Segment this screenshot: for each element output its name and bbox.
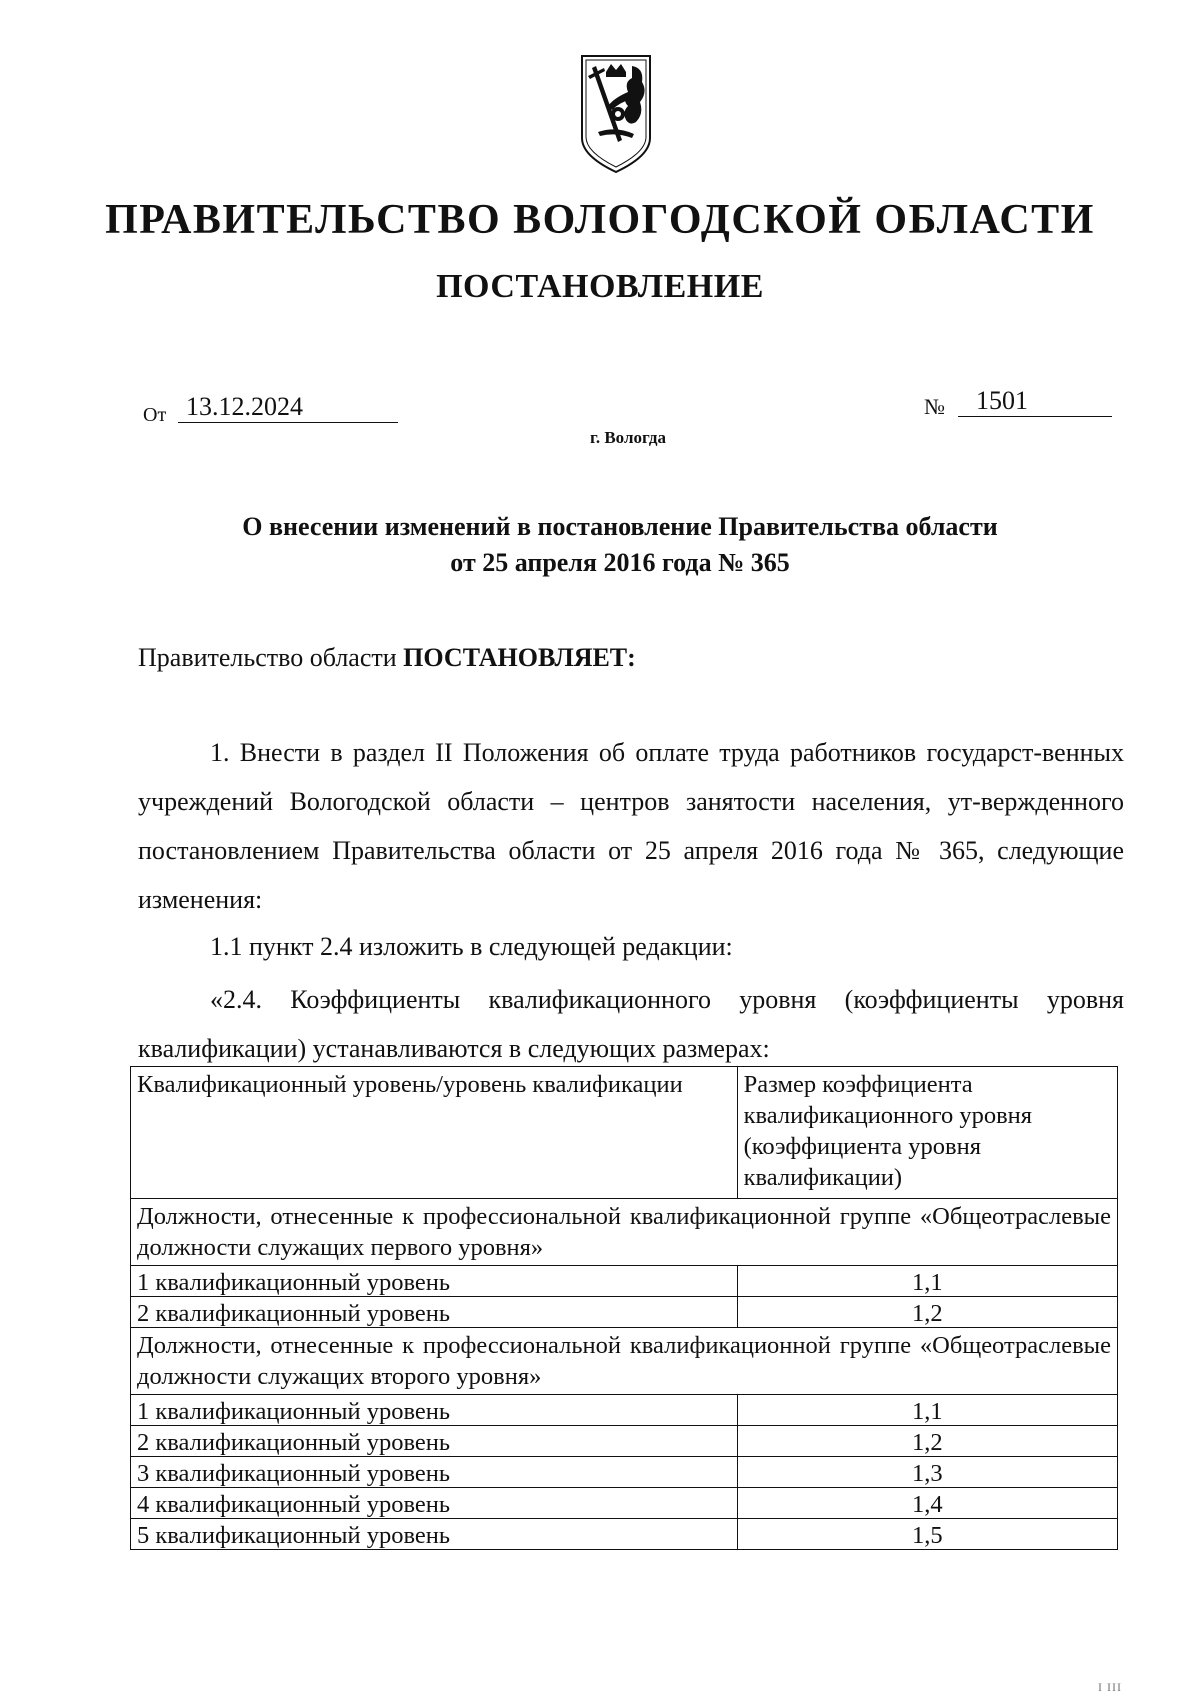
document-subject: [150, 509, 1090, 581]
document-type: ПОСТАНОВЛЕНИЕ: [436, 268, 764, 305]
city: г. Вологда: [590, 428, 666, 447]
paragraph-1-text: 1. Внести в раздел II Положения об оплате труда работников государст-венных учреждений Вологодской области – центров занятости населения, ут-вержденного постановлением Правительства области от 25 апреля 2016 года № 365, следующие изменения:: [138, 738, 1124, 914]
paragraph-1-1: 1.1 пункт 2.4 изложить в следующей редакции:: [210, 932, 733, 961]
government-title: ПРАВИТЕЛЬСТВО ВОЛОГОДСКОЙ ОБЛАСТИ: [105, 197, 1095, 243]
paragraph-1: [138, 728, 1124, 924]
table-header-row: [131, 1067, 1118, 1199]
table-row: [131, 1488, 1118, 1519]
table-row: [131, 1426, 1118, 1457]
coefficients-table: [130, 1066, 1118, 1550]
paragraph-2-4: [138, 975, 1124, 1073]
preamble: [138, 643, 636, 673]
group-1-title: Должности, отнесенные к профессиональной квалификационной группе «Общеотраслевые должности служащих первого уровня»: [131, 1199, 1118, 1266]
document-number: 1501: [958, 386, 1112, 417]
preamble-text: Правительство области: [138, 643, 397, 672]
table-row: [131, 1457, 1118, 1488]
number-label: №: [924, 394, 945, 419]
level-cell: 4 квалификационный уровень: [131, 1488, 738, 1519]
table-row: [131, 1519, 1118, 1550]
value-cell: 1,4: [737, 1488, 1117, 1519]
value-cell: 1,1: [737, 1266, 1117, 1297]
table-header-coefficient: Размер коэффициента квалификационного уровня (коэффициента уровня квалификации): [737, 1067, 1117, 1199]
table-group-row: [131, 1328, 1118, 1395]
value-cell: 1,2: [737, 1297, 1117, 1328]
paragraph-2-4-text: «2.4. Коэффициенты квалификационного уровня (коэффициенты уровня квалификации) устанавливаются в следующих размерах:: [138, 985, 1124, 1063]
value-cell: 1,2: [737, 1426, 1117, 1457]
date-label: От: [143, 404, 167, 426]
preamble-keyword: ПОСТАНОВЛЯЕТ:: [403, 643, 636, 672]
value-cell: 1,5: [737, 1519, 1117, 1550]
table-row: [131, 1266, 1118, 1297]
level-cell: 2 квалификационный уровень: [131, 1426, 738, 1457]
table-row: [131, 1395, 1118, 1426]
level-cell: 2 квалификационный уровень: [131, 1297, 738, 1328]
level-cell: 5 квалификационный уровень: [131, 1519, 738, 1550]
value-cell: 1,1: [737, 1395, 1117, 1426]
table-header-level: Квалификационный уровень/уровень квалификации: [131, 1067, 738, 1199]
level-cell: 1 квалификационный уровень: [131, 1266, 738, 1297]
subject-line-2: от 25 апреля 2016 года № 365: [450, 548, 790, 577]
document-date: 13.12.2024: [178, 392, 398, 423]
value-cell: 1,3: [737, 1457, 1117, 1488]
table-row: [131, 1297, 1118, 1328]
level-cell: 3 квалификационный уровень: [131, 1457, 738, 1488]
table-group-row: [131, 1199, 1118, 1266]
subject-line-1: О внесении изменений в постановление Правительства области: [242, 512, 998, 541]
group-2-title: Должности, отнесенные к профессиональной квалификационной группе «Общеотраслевые должности служащих второго уровня»: [131, 1328, 1118, 1395]
vologda-coat-of-arms-icon: [578, 52, 654, 174]
level-cell: 1 квалификационный уровень: [131, 1395, 738, 1426]
scan-mark: Ι ΙΙΙ: [1098, 1680, 1122, 1694]
